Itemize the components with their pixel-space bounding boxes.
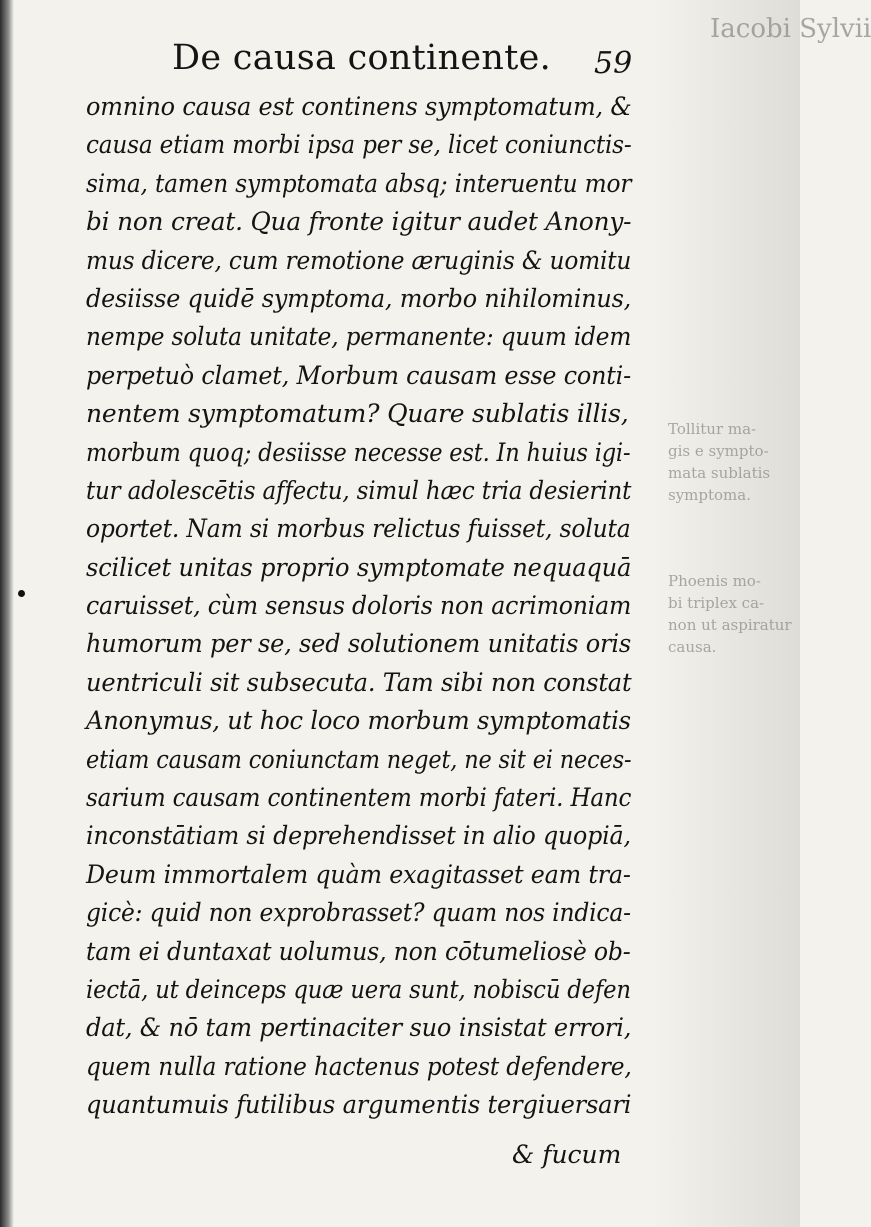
margin-ink-dot [18,590,25,597]
text-line: humorum per se, sed solutionem unitatis oris [86,629,631,659]
text-line: desiisse quidē symptoma, morbo nihilominus, [86,283,632,313]
text-line: oportet. Nam si morbus relictus fuisset, soluta [86,514,631,544]
text-line: nentem symptomatum? Quare sublatis illis, [86,399,629,429]
text-line: Deum immortalem quàm exagitasset eam tra- [86,859,631,889]
bleed-marginal-note: Phoenis mo- bi triplex ca- non ut aspiratur causa. [668,572,792,656]
text-line: iectā, ut deinceps quæ uera sunt, nobiscū defen [86,974,631,1004]
text-line: gicè: quid non exprobrasset? quam nos indica- [86,898,631,928]
text-line: tur adolescētis affectu, simul hæc tria desierint [86,475,632,505]
text-line: mus dicere, cum remotione æruginis & uomitu [86,245,632,275]
text-line: Anonymus, ut hoc loco morbum symptomatis [86,706,631,736]
page-number: 59 [594,46,633,81]
text-line: tam ei duntaxat uolumus, non cōtumeliosè ob- [86,936,631,966]
text-line: uentriculi sit subsecuta. Tam sibi non constat [86,667,632,697]
text-line: etiam causam coniunctam neget, ne sit ei neces- [86,744,632,774]
text-line: omnino causa est continens symptomatum, & [86,92,632,121]
page-edge-shadow [0,0,14,1227]
text-line: inconstātiam si deprehendisset in alio quopiā, [86,821,631,851]
text-line: scilicet unitas proprio symptomate nequaquā [86,552,632,582]
facing-page-bleed [650,0,871,1227]
text-line: caruisset, cùm sensus doloris non acrimoniam [86,591,632,621]
text-line: quantumuis futilibus argumentis tergiuersari [86,1090,632,1120]
text-line: sima, tamen symptomata absq; interuentu mor [86,168,632,198]
bleed-header-text: Iacobi Sylvii [710,14,871,44]
text-line: morbum quoq; desiisse necesse est. In huius igi- [86,437,631,467]
text-line: perpetuò clamet, Morbum causam esse conti- [86,360,631,390]
catchword: & fucum [512,1140,622,1169]
text-line: causa etiam morbi ipsa per se, licet coniunctis- [86,130,632,160]
text-line: bi non creat. Qua fronte igitur audet Anony- [86,207,632,237]
bleed-marginal-note: Tollitur ma- gis e sympto- mata sublatis symptoma. [668,420,771,504]
text-line: nempe soluta unitate, permanente: quum idem [86,322,632,352]
text-line: quem nulla ratione hactenus potest defendere, [86,1051,632,1081]
body-text [86,88,631,1125]
running-title: De causa continente. [172,38,552,78]
text-line: dat, & nō tam pertinaciter suo insistat errori, [86,1013,632,1043]
text-line: sarium causam continentem morbi fateri. Hanc [86,783,632,813]
